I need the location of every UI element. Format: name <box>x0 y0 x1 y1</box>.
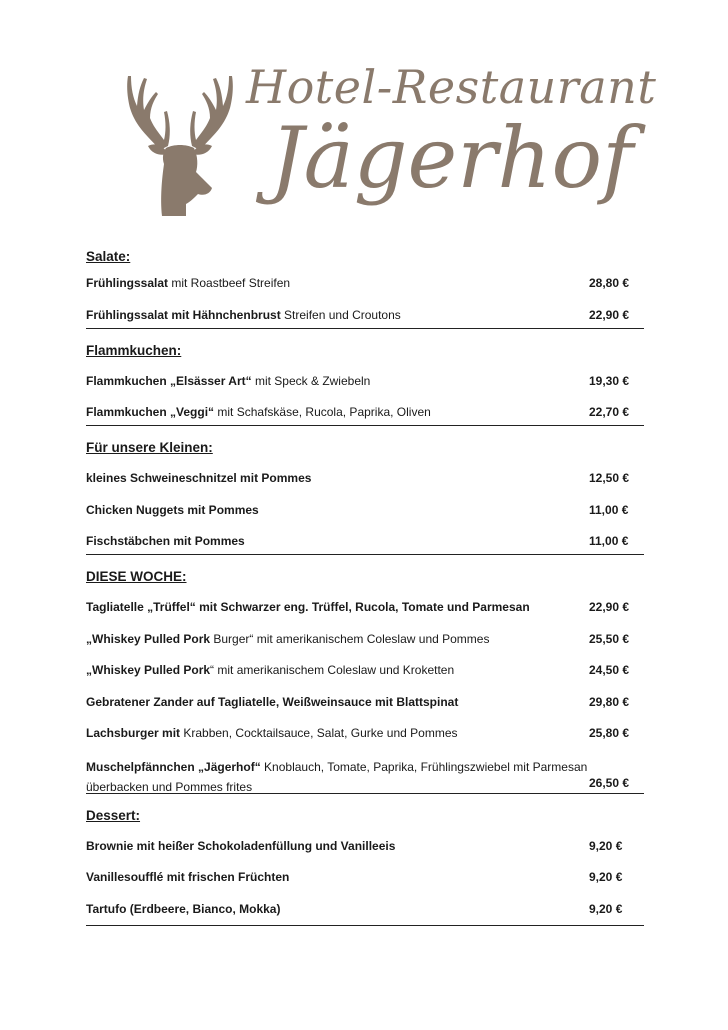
item-description: “ mit amerikanischem Coleslaw und Kroketten <box>210 663 455 677</box>
menu-item <box>86 901 644 925</box>
section-divider <box>86 554 644 555</box>
section-title-diese-woche: DIESE WOCHE: <box>86 569 187 584</box>
item-price: 26,50 € <box>589 775 630 790</box>
menu-item <box>86 757 644 793</box>
item-name: Brownie mit heißer Schokoladenfüllung und Vanilleeis <box>86 838 396 853</box>
item-name: Tartufo (Erdbeere, Bianco, Mokka) <box>86 901 281 916</box>
section-title-flammkuchen: Flammkuchen: <box>86 342 182 358</box>
menu-item <box>86 662 644 694</box>
section-title-kinder: Für unsere Kleinen: <box>86 440 213 455</box>
item-price: 29,80 € <box>589 694 630 709</box>
item-price: 25,80 € <box>589 726 630 740</box>
menu-item <box>86 725 644 757</box>
item-price: 25,50 € <box>589 631 630 646</box>
section-divider <box>86 925 644 926</box>
item-price: 11,00 € <box>589 534 629 548</box>
menu-item <box>86 373 644 405</box>
logo-line1: Hotel-Restaurant <box>246 60 657 114</box>
section-title-dessert: Dessert: <box>86 807 141 823</box>
restaurant-logo <box>120 58 657 218</box>
menu-item <box>86 307 644 328</box>
item-name: Frühlingssalat mit Hähnchenbrust <box>86 307 281 322</box>
item-name: Frühlingssalat <box>86 276 169 290</box>
item-price: 22,90 € <box>589 307 630 322</box>
item-name: Tagliatelle „Trüffel“ mit Schwarzer eng. Trüffel, Rucola, Tomate und Parmesan <box>86 600 530 614</box>
item-name: Chicken Nuggets mit Pommes <box>86 502 259 517</box>
menu-item <box>86 694 644 726</box>
item-name: Flammkuchen „Veggi“ <box>86 405 215 419</box>
menu-item <box>86 275 644 307</box>
item-name: Flammkuchen „Elsässer Art“ <box>86 373 252 388</box>
item-description: Krabben, Cocktailsauce, Salat, Gurke und Pommes <box>180 726 458 740</box>
section-title-salate: Salate: <box>86 249 131 264</box>
menu-item <box>86 533 644 554</box>
item-price: 22,90 € <box>589 600 630 614</box>
menu-item <box>86 631 644 663</box>
item-description: Knoblauch, Tomate, Paprika, Frühlingszwiebel mit Parmesan überbacken und Pommes frites <box>86 759 588 794</box>
item-price: 9,20 € <box>589 870 623 884</box>
logo-line2: Jägerhof <box>270 109 634 207</box>
menu-item <box>86 869 644 901</box>
item-price: 24,50 € <box>589 663 630 677</box>
menu-list <box>86 247 644 938</box>
item-price: 9,20 € <box>589 838 623 853</box>
section-divider <box>86 328 644 329</box>
menu-item <box>86 404 644 425</box>
menu-item <box>86 599 644 631</box>
item-name: Gebratener Zander auf Tagliatelle, Weißweinsauce mit Blattspinat <box>86 694 459 709</box>
item-name: Muschelpfännchen „Jägerhof“ <box>86 759 261 774</box>
item-price: 11,00 € <box>589 502 629 517</box>
item-description: mit Schafskäse, Rucola, Paprika, Oliven <box>214 405 431 419</box>
section-divider <box>86 425 644 426</box>
item-name: Vanillesoufflé mit frischen Früchten <box>86 870 290 884</box>
item-name: kleines Schweineschnitzel mit Pommes <box>86 471 312 485</box>
item-price: 22,70 € <box>589 405 630 419</box>
item-price: 28,80 € <box>589 276 630 290</box>
item-description: Burger“ mit amerikanischem Coleslaw und Pommes <box>210 631 490 646</box>
item-description: mit Roastbeef Streifen <box>168 276 291 290</box>
item-name: Lachsburger mit <box>86 726 181 740</box>
deer-head-icon <box>120 58 240 218</box>
item-price: 19,30 € <box>589 373 630 388</box>
item-price: 9,20 € <box>589 901 623 916</box>
item-description: mit Speck & Zwiebeln <box>251 373 371 388</box>
menu-item <box>86 838 644 870</box>
menu-item <box>86 470 644 502</box>
item-name: Fischstäbchen mit Pommes <box>86 534 245 548</box>
item-price: 12,50 € <box>589 471 630 485</box>
item-description: Streifen und Croutons <box>280 307 401 322</box>
item-name: „Whiskey Pulled Pork <box>86 663 211 677</box>
menu-item <box>86 502 644 534</box>
item-name: „Whiskey Pulled Pork <box>86 631 211 646</box>
